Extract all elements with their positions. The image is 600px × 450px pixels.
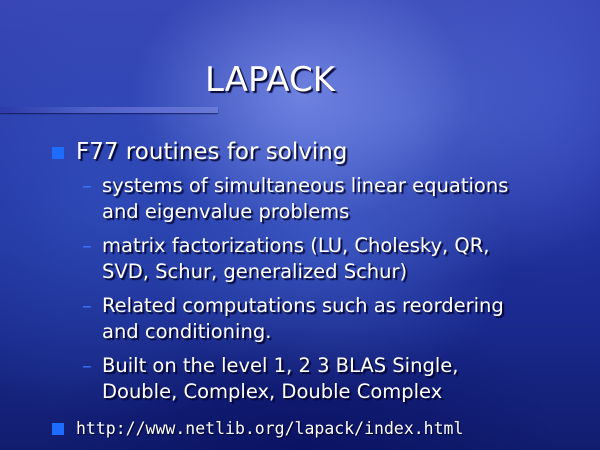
dash-bullet-icon: – bbox=[82, 174, 92, 197]
sub-bullet-item bbox=[80, 173, 580, 225]
dash-bullet-icon: – bbox=[82, 354, 92, 377]
sub-bullet-list bbox=[80, 173, 580, 413]
sub-bullet-line: Built on the level 1, 2 3 BLAS Single, bbox=[102, 354, 459, 377]
sub-bullet-line: Double, Complex, Double Complex bbox=[102, 380, 443, 403]
sub-bullet-item bbox=[80, 233, 580, 285]
main-bullet-text: F77 routines for solving bbox=[76, 139, 348, 165]
sub-bullet-line: matrix factorizations (LU, Cholesky, QR, bbox=[102, 234, 490, 257]
title-underline bbox=[0, 107, 218, 113]
sub-bullet-line: and conditioning. bbox=[102, 320, 272, 343]
dash-bullet-icon: – bbox=[82, 234, 92, 257]
sub-bullet-line: SVD, Schur, generalized Schur) bbox=[102, 260, 408, 283]
url-link[interactable]: http://www.netlib.org/lapack/index.html bbox=[76, 419, 464, 438]
sub-bullet-line: and eigenvalue problems bbox=[102, 200, 350, 223]
dash-bullet-icon: – bbox=[82, 294, 92, 317]
sub-bullet-line: Related computations such as reordering bbox=[102, 294, 504, 317]
sub-bullet-item bbox=[80, 353, 580, 405]
square-bullet-icon bbox=[52, 423, 64, 435]
sub-bullet-line: systems of simultaneous linear equations bbox=[102, 174, 509, 197]
sub-bullet-item bbox=[80, 293, 580, 345]
square-bullet-icon bbox=[52, 147, 64, 159]
slide-title: LAPACK bbox=[204, 60, 335, 100]
